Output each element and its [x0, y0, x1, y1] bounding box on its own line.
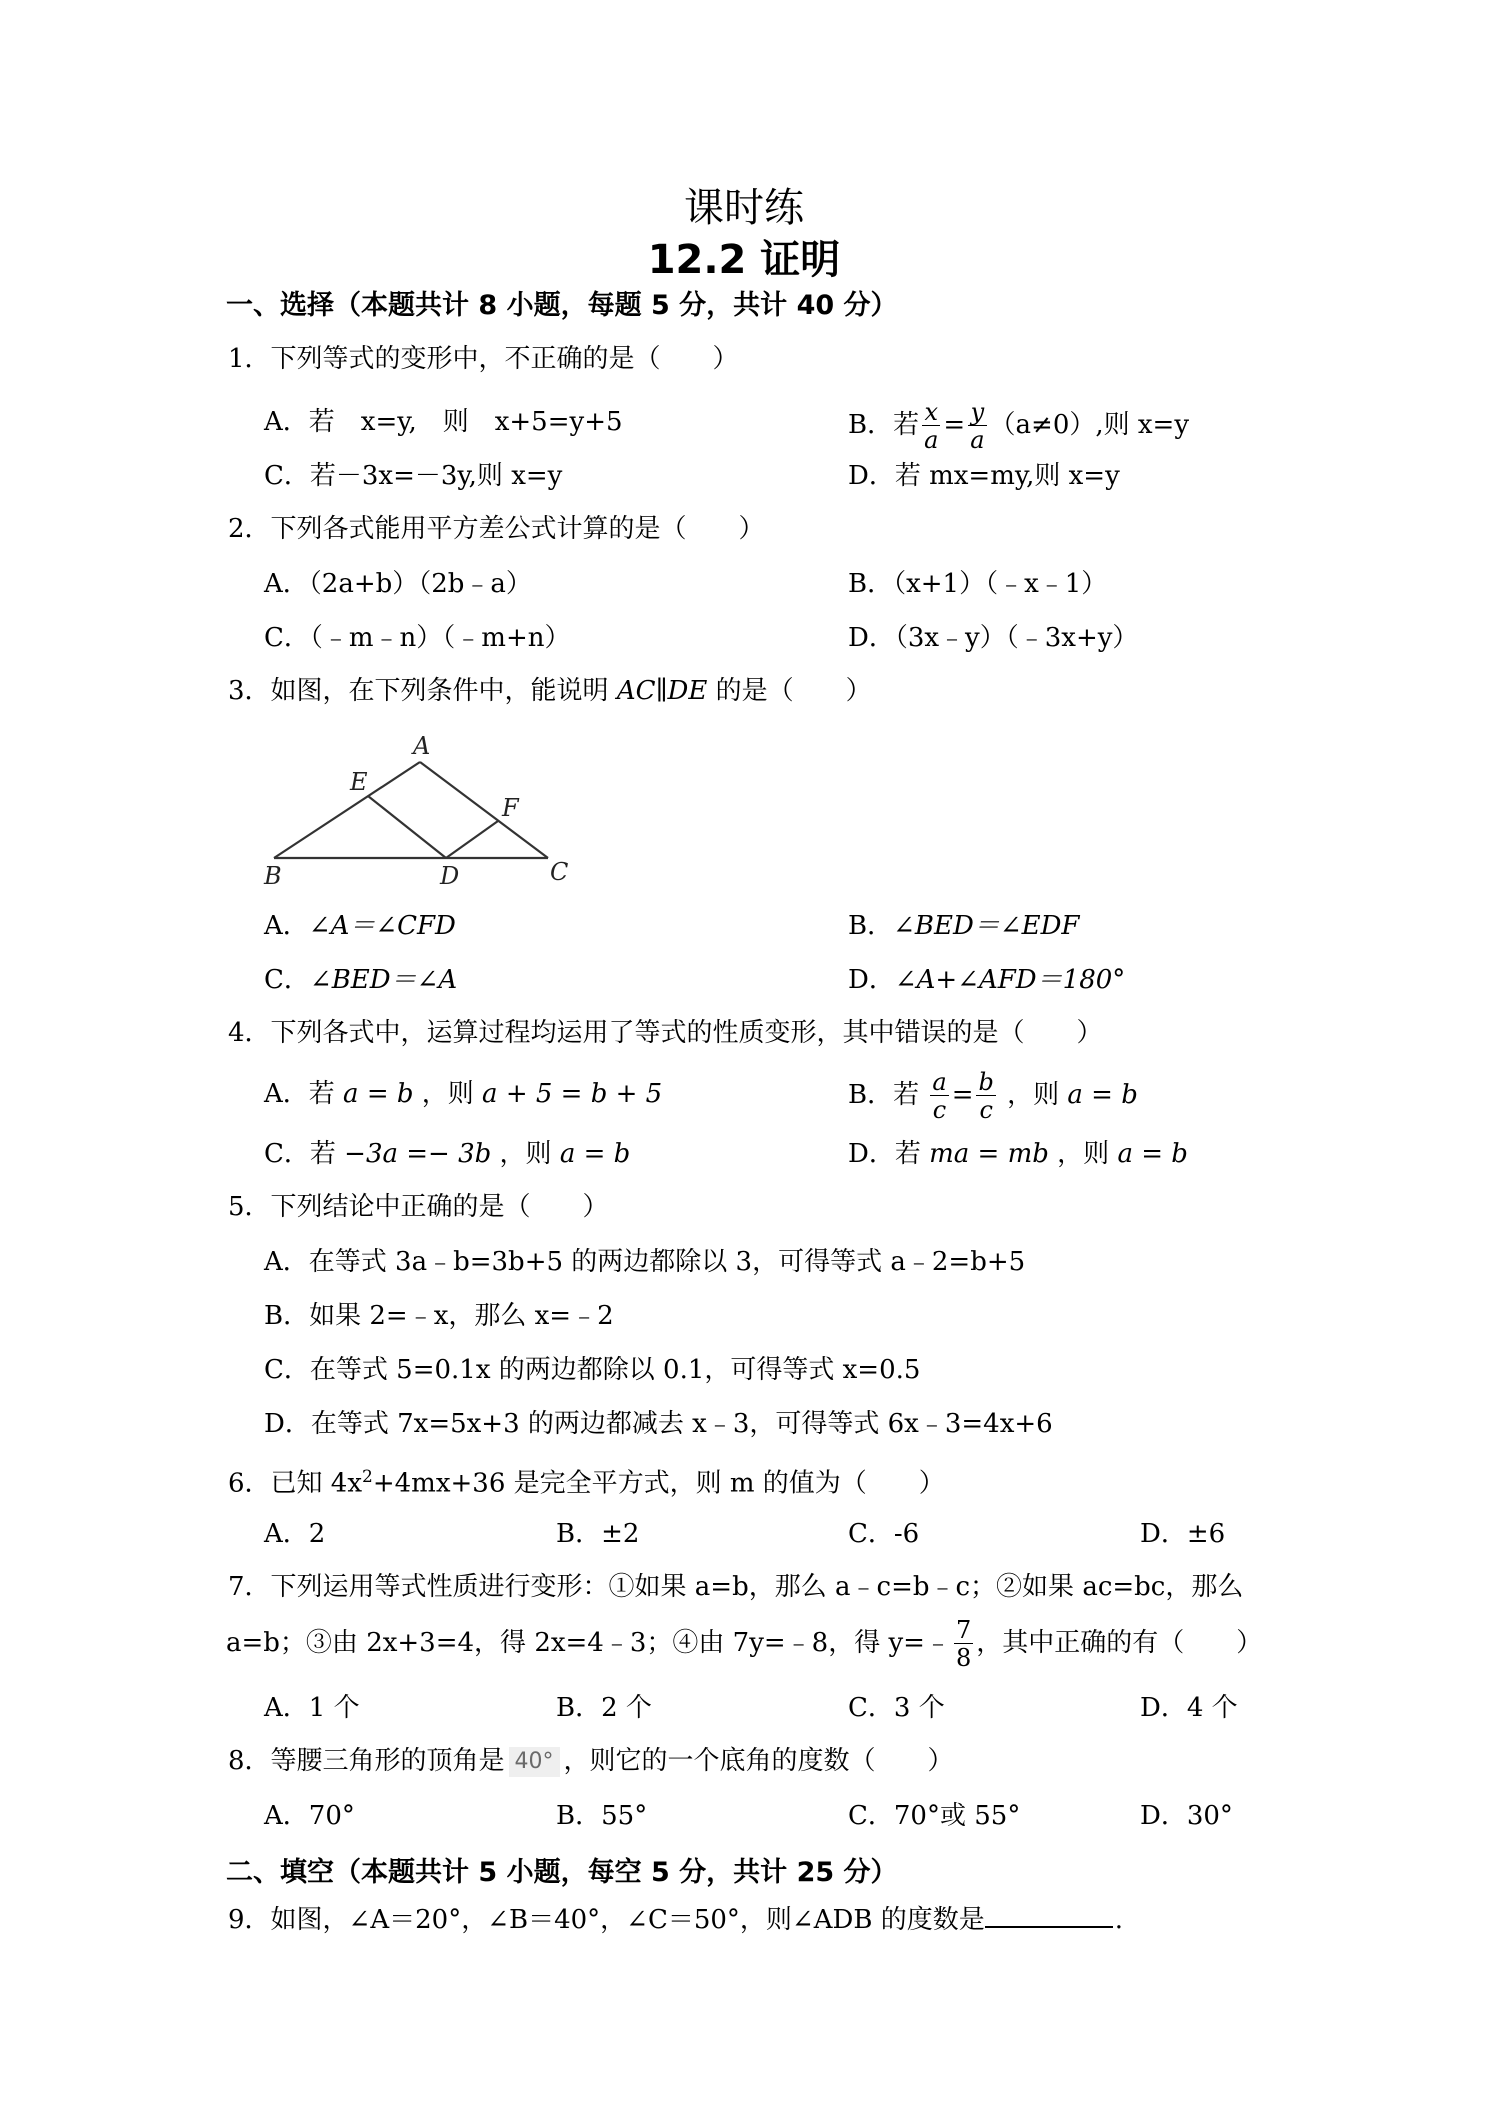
- fraction-denominator: c: [932, 1096, 947, 1124]
- question-4-stem: 4．下列各式中，运算过程均运用了等式的性质变形，其中错误的是（ ）: [228, 1018, 1103, 1048]
- question-6-option-b: B．±2: [556, 1519, 640, 1549]
- segment-ed: [368, 796, 446, 858]
- question-2-option-b: B．（x+1）（﹣x﹣1）: [848, 569, 1108, 599]
- fraction-denominator: 8: [955, 1644, 972, 1672]
- question-7-option-c: C．3 个: [848, 1693, 945, 1723]
- section-heading-fill: 二、填空（本题共计 5 小题，每空 5 分，共计 25 分）: [226, 1857, 898, 1888]
- stem-suffix: 的是（ ）: [715, 676, 872, 706]
- stem-superscript: 2: [362, 1467, 373, 1487]
- stem-prefix: 3．如图，在下列条件中，能说明: [228, 676, 609, 706]
- question-7-stem-line1: 7．下列运用等式性质进行变形：①如果 a=b，那么 a﹣c=b﹣c；②如果 ac=bc，那么: [228, 1572, 1244, 1602]
- question-1-option-b: [848, 400, 1189, 452]
- stem-end: .: [1114, 1905, 1123, 1935]
- stem-prefix: a=b；③由 2x+3=4，得 2x=4﹣3；④由 7y=﹣8，得 y=﹣: [226, 1628, 951, 1658]
- question-2-option-c: C．（﹣m﹣n）（﹣m+n）: [264, 623, 571, 653]
- question-5-option-c: C．在等式 5=0.1x 的两边都除以 0.1，可得等式 x=0.5: [264, 1355, 921, 1385]
- stem-suffix: +4mx+36 是完全平方式，则 m 的值为（ ）: [372, 1468, 945, 1499]
- fraction-denominator: a: [924, 426, 939, 454]
- option-prefix: A．: [264, 911, 309, 941]
- option-math: ma = mb: [929, 1139, 1049, 1169]
- option-prefix: C．: [264, 965, 310, 995]
- fraction-x-over-a: [922, 400, 940, 452]
- option-prefix: A．若: [264, 1079, 344, 1109]
- question-7-option-d: D．4 个: [1140, 1693, 1238, 1723]
- option-math: ∠BED＝∠EDF: [893, 911, 1080, 941]
- question-3-option-b: [848, 908, 1079, 944]
- option-b-prefix: B．若: [848, 410, 920, 440]
- label-f: F: [502, 794, 519, 822]
- question-9-stem: [228, 1900, 1123, 1937]
- option-mid: ，则: [998, 1080, 1068, 1110]
- question-4-option-a: [264, 1076, 662, 1112]
- question-6-option-a: A．2: [264, 1519, 326, 1549]
- option-math: ∠BED＝∠A: [309, 965, 458, 995]
- label-a: A: [413, 732, 431, 760]
- option-b-suffix: （a≠0）,则 x=y: [989, 410, 1190, 440]
- question-8-option-d: D．30°: [1140, 1801, 1233, 1831]
- segment-ba: [274, 762, 420, 858]
- option-math: a = b: [1117, 1139, 1188, 1169]
- question-4-option-c: [264, 1136, 630, 1172]
- question-2-stem: 2．下列各式能用平方差公式计算的是（ ）: [228, 514, 765, 544]
- option-math: −3a =− 3b: [344, 1139, 492, 1169]
- triangle-figure: [262, 730, 582, 890]
- question-6-stem: [228, 1460, 945, 1501]
- question-6-option-c: C．-6: [848, 1519, 920, 1549]
- page-title: 课时练: [684, 185, 804, 231]
- fraction-b-over-c: [976, 1070, 995, 1122]
- question-4-option-b: [848, 1070, 1138, 1122]
- question-1-option-d: D．若 mx=my,则 x=y: [848, 461, 1120, 491]
- option-math: a = b: [559, 1139, 631, 1169]
- option-math: a + 5 = b + 5: [482, 1079, 663, 1109]
- question-2-option-d: D．（3x﹣y）（﹣3x+y）: [848, 623, 1139, 653]
- label-d: D: [440, 862, 460, 890]
- question-3-option-c: [264, 962, 457, 998]
- question-3-option-d: [848, 962, 1125, 998]
- question-5-option-d: D．在等式 7x=5x+3 的两边都减去 x﹣3，可得等式 6x﹣3=4x+6: [264, 1409, 1053, 1439]
- option-math: a = b: [1067, 1080, 1138, 1110]
- page-subtitle: 12.2 证明: [647, 237, 841, 283]
- equals-sign: =: [943, 410, 966, 440]
- label-c: C: [550, 858, 569, 886]
- option-prefix: D．: [848, 965, 895, 995]
- question-1-option-c: C．若－3x=－3y,则 x=y: [264, 461, 563, 491]
- question-7-stem-line2: [226, 1618, 1262, 1670]
- option-mid: ，则: [1048, 1139, 1118, 1169]
- question-3-stem: [228, 674, 872, 708]
- question-1-option-a: A．若 x=y, 则 x+5=y+5: [264, 407, 623, 437]
- fraction-numerator: b: [978, 1068, 994, 1096]
- angle-image: 40°: [509, 1747, 560, 1777]
- option-prefix: B．: [848, 911, 894, 941]
- option-prefix: D．若: [848, 1139, 930, 1169]
- question-6-option-d: D．±6: [1140, 1519, 1226, 1549]
- option-prefix: C．若: [264, 1139, 345, 1169]
- stem-suffix: ，则它的一个底角的度数（ ）: [563, 1746, 954, 1776]
- question-8-option-a: A．70°: [264, 1801, 355, 1831]
- stem-prefix: 8．等腰三角形的顶角是: [228, 1746, 505, 1776]
- stem-prefix: 6．已知 4x: [228, 1468, 363, 1499]
- fraction-denominator: c: [979, 1096, 993, 1124]
- fraction-7-over-8: [954, 1618, 973, 1670]
- question-5-option-a: A．在等式 3a﹣b=3b+5 的两边都除以 3，可得等式 a﹣2=b+5: [264, 1247, 1026, 1277]
- option-mid: ，则: [491, 1139, 560, 1169]
- question-4-option-d: [848, 1136, 1188, 1172]
- question-2-option-a: A．（2a+b）（2b﹣a）: [264, 569, 532, 599]
- stem-math: AC∥DE: [616, 676, 708, 706]
- question-3-option-a: [264, 908, 456, 944]
- segment-df: [446, 821, 498, 858]
- fraction-y-over-a: [968, 400, 986, 452]
- question-7-option-a: A．1 个: [264, 1693, 360, 1723]
- question-8-option-b: B．55°: [556, 1801, 648, 1831]
- option-math: ∠A＝∠CFD: [308, 911, 456, 941]
- option-prefix: B．若: [848, 1080, 928, 1110]
- fraction-denominator: a: [970, 426, 985, 454]
- label-e: E: [350, 768, 368, 796]
- label-b: B: [264, 862, 282, 890]
- option-mid: ，则: [413, 1079, 483, 1109]
- option-math: ∠A+∠AFD＝180°: [894, 965, 1126, 995]
- stem-suffix: ，其中正确的有（ ）: [976, 1628, 1263, 1658]
- question-5-option-b: B．如果 2=﹣x，那么 x=﹣2: [264, 1301, 614, 1331]
- option-math: a = b: [343, 1079, 414, 1109]
- stem-text: 9．如图，∠A＝20°，∠B＝40°，∠C＝50°，则∠ADB 的度数是: [228, 1905, 985, 1935]
- question-5-stem: 5．下列结论中正确的是（ ）: [228, 1192, 609, 1222]
- equals-sign: =: [951, 1080, 974, 1110]
- question-8-option-c: C．70°或 55°: [848, 1801, 1021, 1831]
- fraction-numerator: 7: [955, 1616, 972, 1644]
- fraction-numerator: a: [932, 1068, 947, 1096]
- answer-blank[interactable]: [985, 1900, 1113, 1928]
- fraction-numerator: x: [922, 400, 940, 426]
- question-1-stem: 1．下列等式的变形中，不正确的是（ ）: [228, 344, 739, 374]
- question-8-stem: [228, 1744, 954, 1778]
- segment-ac: [420, 762, 548, 858]
- question-7-option-b: B．2 个: [556, 1693, 652, 1723]
- fraction-numerator: y: [968, 400, 986, 426]
- section-heading-choice: 一、选择（本题共计 8 小题，每题 5 分，共计 40 分）: [226, 290, 898, 321]
- fraction-a-over-c: [930, 1070, 948, 1122]
